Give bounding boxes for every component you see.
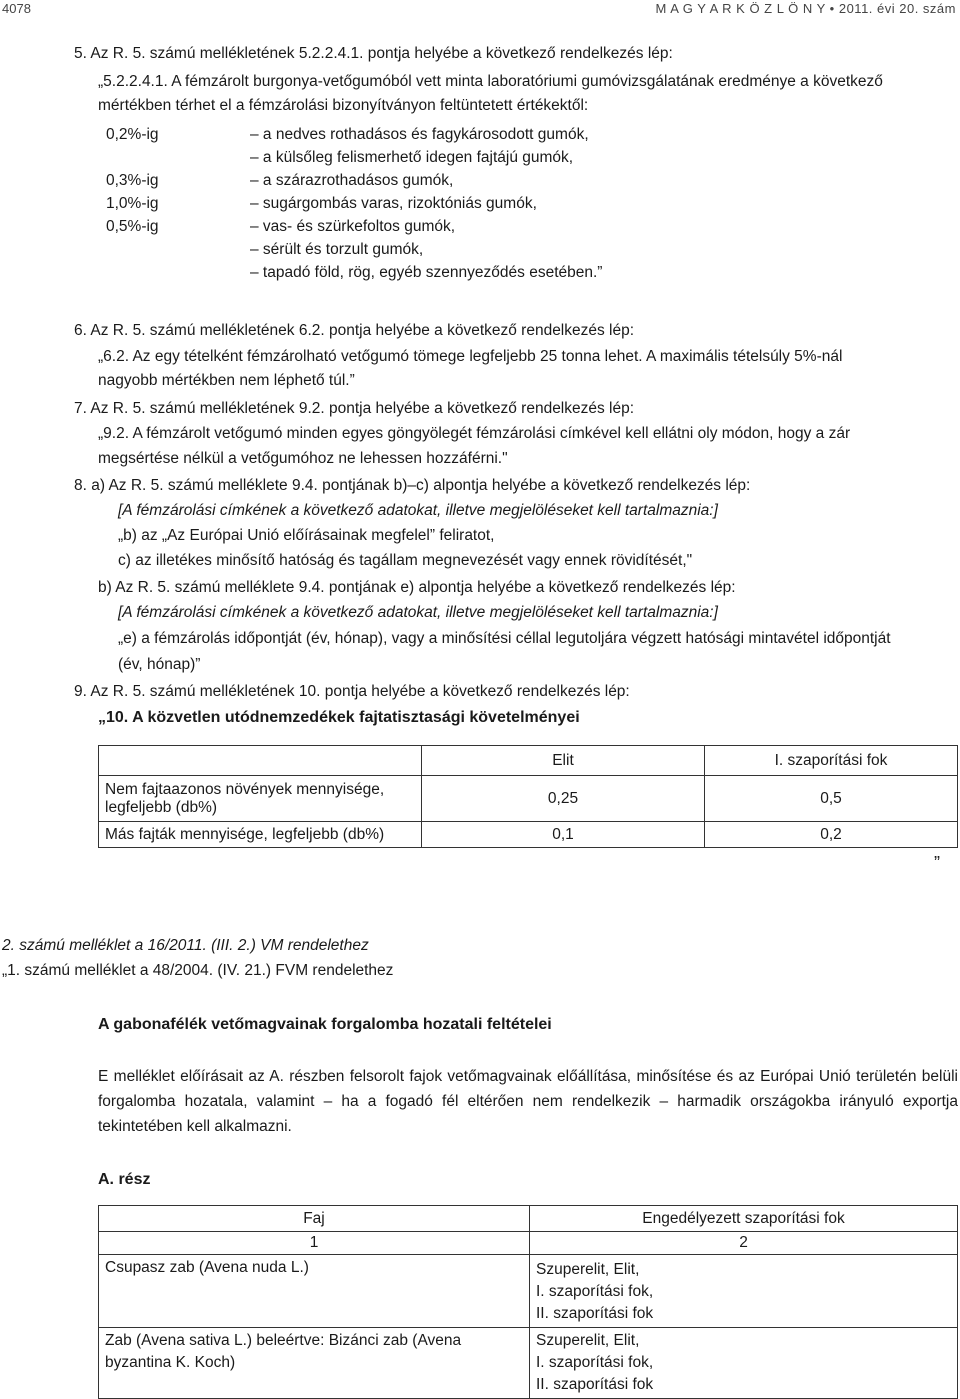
journal-issue: 2011. évi 20. szám	[838, 1, 956, 16]
table-column-number-row	[99, 1232, 958, 1255]
degree-line: Szuperelit, Elit,	[536, 1261, 640, 1278]
column-number: 1	[99, 1232, 530, 1255]
annex-subtitle: „1. számú melléklet a 48/2004. (IV. 21.) FVM rendelethez	[2, 962, 394, 979]
table-cell-value: 0,25	[422, 776, 705, 822]
degrees-cell	[530, 1255, 958, 1328]
section-8b-e-line-1: „e) a fémzárolás időpontját (év, hónap), vagy a minősítési céllal legutoljára végzett hatósági mintavétel időpontját	[118, 630, 891, 647]
section-8b-intro: b) Az R. 5. számú melléklete 9.4. pontjának e) alpontja helyébe a következő rendelkezés lép:	[98, 579, 736, 596]
tuber-criterion: – sérült és torzult gumók,	[250, 241, 424, 258]
part-a-label: A. rész	[98, 1171, 151, 1188]
section-6-intro: 6. Az R. 5. számú mellékletének 6.2. pontja helyébe a következő rendelkezés lép:	[74, 322, 635, 339]
tuber-criterion: – sugárgombás varas, rizoktóniás gumók,	[250, 195, 537, 212]
degrees-cell	[530, 1328, 958, 1399]
degree-line: I. szaporítási fok,	[536, 1283, 654, 1300]
degree-line: I. szaporítási fok,	[536, 1354, 654, 1371]
section-5-line-1: „5.2.2.4.1. A fémzárolt burgonya-vetőgumóból vett minta laboratóriumi gumóvizsgálatának eredménye a következő	[98, 73, 883, 90]
section-8a-b: „b) az „Az Európai Unió előírásainak megfelel” feliratot,	[118, 527, 495, 544]
section-8b-italic: [A fémzárolási címkének a következő adatokat, illetve megjelöléseket kell tartalmaznia:]	[118, 604, 718, 621]
species-cell: Csupasz zab (Avena nuda L.)	[99, 1255, 530, 1328]
table-row	[99, 1255, 958, 1328]
pct-row: 0,2%-ig	[106, 126, 159, 143]
annex-heading: A gabonafélék vetőmagvainak forgalomba hozatali feltételei	[98, 1016, 552, 1033]
table-header-cell: I. szaporítási fok	[705, 746, 958, 776]
section-5-intro: 5. Az R. 5. számú mellékletének 5.2.2.4.1. pontja helyébe a következő rendelkezés lép:	[74, 45, 673, 62]
table-row	[99, 822, 958, 848]
table-cell-label: Nem fajtaazonos növények mennyisége, legfeljebb (db%)	[99, 776, 422, 822]
tuber-criterion: – vas- és szürkefoltos gumók,	[250, 218, 456, 235]
table-cell-value: 0,5	[705, 776, 958, 822]
page-number: 4078	[2, 1, 31, 16]
tuber-criterion: – a szárazrothadásos gumók,	[250, 172, 454, 189]
table-header-cell	[99, 746, 422, 776]
table-cell-label: Más fajták mennyisége, legfeljebb (db%)	[99, 822, 422, 848]
section-8a-intro: 8. a) Az R. 5. számú melléklete 9.4. pontjának b)–c) alpontja helyébe a következő rendelkezés lép:	[74, 477, 751, 494]
journal-title: M A G Y A R K Ö Z L Ö N Y	[655, 1, 826, 16]
section-8a-italic: [A fémzárolási címkének a következő adatokat, illetve megjelöléseket kell tartalmaznia:]	[118, 502, 718, 519]
column-number: 2	[530, 1232, 958, 1255]
table-header-cell: Engedélyezett szaporítási fok	[530, 1206, 958, 1232]
degree-line: II. szaporítási fok	[536, 1376, 654, 1393]
section-6-line-1: „6.2. Az egy tételként fémzárolható vetőgumó tömege legfeljebb 25 tonna lehet. A maximális tételsúly 5%-nál	[98, 348, 843, 365]
section-7-line-1: „9.2. A fémzárolt vetőgumó minden egyes göngyölegét fémzárolási címkével kell ellátni oly módon, hogy a zár	[98, 425, 851, 442]
tuber-criterion: – a nedves rothadásos és fagykárosodott gumók,	[250, 126, 589, 143]
table-row	[99, 776, 958, 822]
table-header-row	[99, 746, 958, 776]
section-9-title: „10. A közvetlen utódnemzedékek fajtatisztasági követelményei	[98, 709, 580, 726]
degree-line: Szuperelit, Elit,	[536, 1332, 640, 1349]
pct-row: 0,5%-ig	[106, 218, 159, 235]
pct-row: 1,0%-ig	[106, 195, 159, 212]
section-7-line-2: megsértése nélkül a vetőgumóhoz ne lehessen hozzáférni."	[98, 450, 508, 467]
purity-requirements-table	[98, 745, 958, 848]
section-9-intro: 9. Az R. 5. számú mellékletének 10. pontja helyébe a következő rendelkezés lép:	[74, 683, 630, 700]
table-header-row	[99, 1206, 958, 1232]
pct-row: 0,3%-ig	[106, 172, 159, 189]
annex-title: 2. számú melléklet a 16/2011. (III. 2.) VM rendelethez	[2, 937, 369, 954]
table-row	[99, 1328, 958, 1399]
species-cell: Zab (Avena sativa L.) beleértve: Bizánci zab (Avena byzantina K. Koch)	[99, 1328, 530, 1399]
degree-line: II. szaporítási fok	[536, 1305, 654, 1322]
section-7-intro: 7. Az R. 5. számú mellékletének 9.2. pontja helyébe a következő rendelkezés lép:	[74, 400, 635, 417]
section-8a-c: c) az illetékes minősítő hatóság és tagállam megnevezését vagy ennek rövidítését,"	[118, 552, 693, 569]
section-6-line-2: nagyobb mértékben nem léphető túl.”	[98, 372, 355, 389]
table-cell-value: 0,1	[422, 822, 705, 848]
header-bullet: •	[829, 1, 835, 16]
tuber-criterion: – a külsőleg felismerhető idegen fajtájú gumók,	[250, 149, 574, 166]
species-table	[98, 1205, 958, 1399]
tuber-criterion: – tapadó föld, rög, egyéb szennyeződés esetében.”	[250, 264, 603, 281]
table-header-cell: Elit	[422, 746, 705, 776]
annex-paragraph: E melléklet előírásait az A. részben felsorolt fajok vetőmagvainak előállítása, minősítése és az Európai Unió területén belüli forgalomba hozatala, valamint – ha a fogadó fél eltérően nem rendelkezik – harmadik országokba irányuló exportja tekintetében kell alkalmazni.	[98, 1068, 958, 1135]
journal-header	[656, 1, 957, 16]
closing-quote: ”	[934, 853, 940, 873]
table-cell-value: 0,2	[705, 822, 958, 848]
table-header-cell: Faj	[99, 1206, 530, 1232]
section-5-line-2: mértékben térhet el a fémzárolási bizonyítványon feltüntetett értékektől:	[98, 97, 589, 114]
section-8b-e-line-2: (év, hónap)”	[118, 656, 201, 673]
